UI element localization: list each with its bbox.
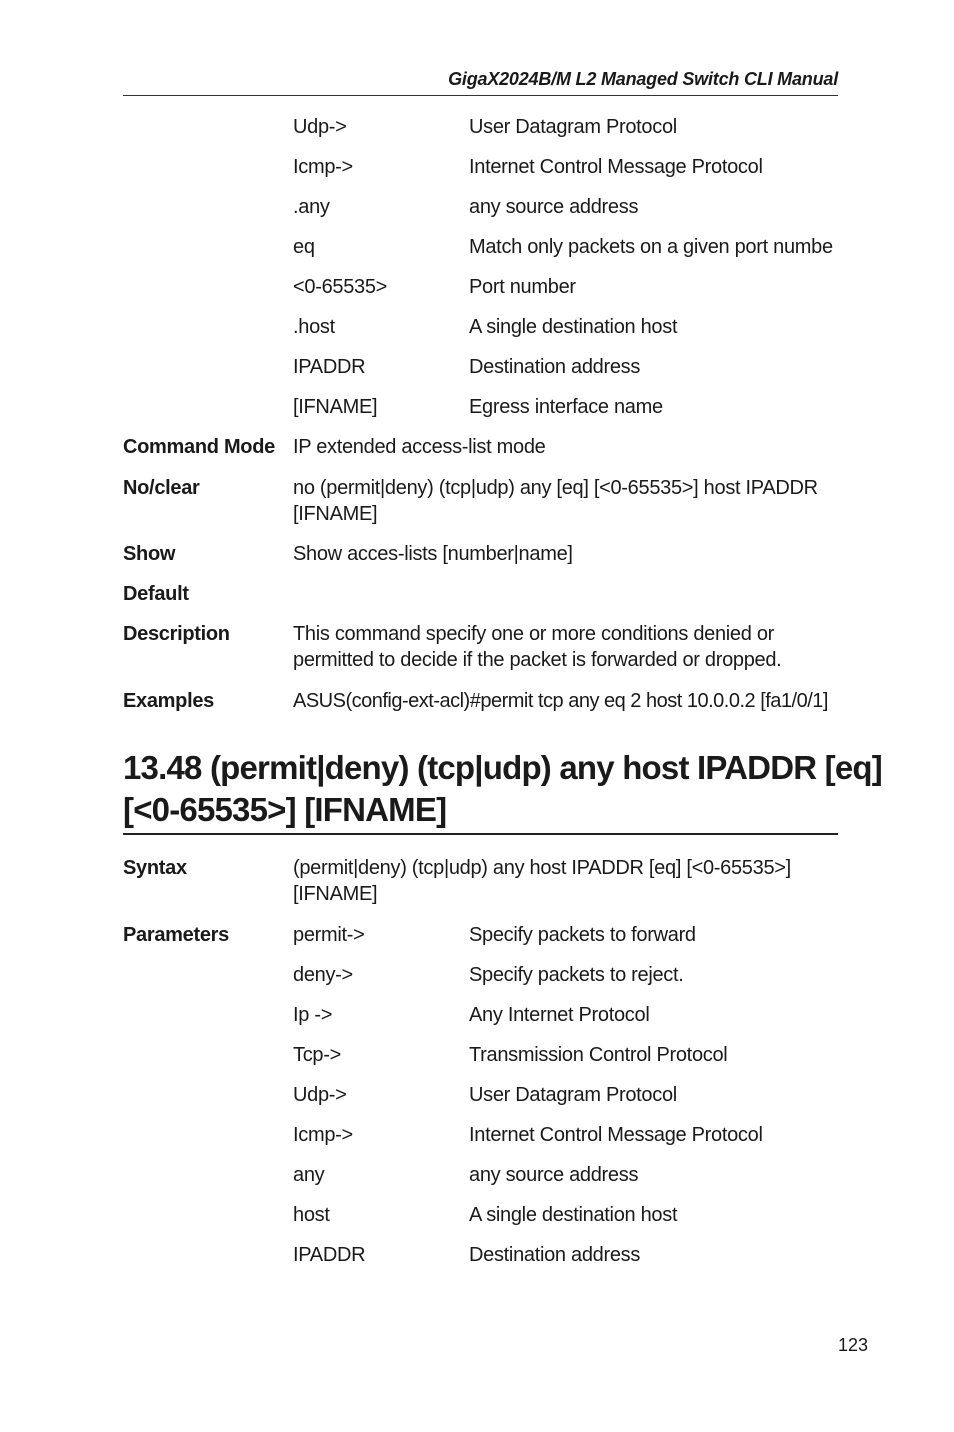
param-name: host — [293, 1204, 330, 1226]
param-desc: A single destination host — [469, 316, 678, 338]
show-label: Show — [123, 543, 176, 565]
param-desc: Destination address — [469, 356, 641, 378]
no-clear-value: no (permit|deny) (tcp|udp) any [eq] [<0-65535>] host IPADDR [IFNAME] — [293, 477, 818, 525]
param-desc: Internet Control Message Protocol — [469, 156, 763, 178]
param-desc: Port number — [469, 276, 576, 298]
param-name: deny-> — [293, 964, 353, 986]
param-desc: User Datagram Protocol — [469, 1084, 677, 1106]
section-title-line-1: 13.48 (permit|deny) (tcp|udp) any host IPADDR [eq] — [123, 749, 882, 786]
param-desc: Specify packets to forward — [469, 924, 696, 946]
param-name: <0-65535> — [293, 276, 388, 298]
param-name: Icmp-> — [293, 156, 353, 178]
param-name: .host — [293, 316, 335, 338]
section-heading — [123, 747, 882, 835]
param-name: eq — [293, 236, 315, 258]
examples-label: Examples — [123, 690, 214, 712]
param-desc: Transmission Control Protocol — [469, 1044, 728, 1066]
page-number: 123 — [838, 1335, 869, 1355]
param-desc: Any Internet Protocol — [469, 1004, 650, 1026]
param-desc: Specify packets to reject. — [469, 964, 684, 986]
command-mode-label: Command Mode — [123, 436, 275, 458]
no-clear-label: No/clear — [123, 477, 200, 499]
param-desc: any source address — [469, 196, 639, 218]
param-desc: Destination address — [469, 1244, 641, 1266]
description-value: This command specify one or more conditions denied or permitted to decide if the packet is forwarded or dropped. — [293, 623, 782, 671]
manual-title: GigaX2024B/M L2 Managed Switch CLI Manual — [448, 69, 838, 89]
param-desc: Internet Control Message Protocol — [469, 1124, 763, 1146]
show-value: Show acces-lists [number|name] — [293, 543, 573, 565]
param-desc: Egress interface name — [469, 396, 663, 418]
param-name: any — [293, 1164, 325, 1186]
parameters-label: Parameters — [123, 924, 229, 946]
param-desc: A single destination host — [469, 1204, 678, 1226]
param-name: permit-> — [293, 924, 365, 946]
section-title-line-2: [<0-65535>] [IFNAME] — [123, 791, 447, 828]
param-desc: User Datagram Protocol — [469, 116, 677, 138]
param-desc: any source address — [469, 1164, 639, 1186]
description-label: Description — [123, 623, 230, 645]
param-name: .any — [293, 196, 330, 218]
param-name: [IFNAME] — [293, 396, 378, 418]
command-mode-value: IP extended access-list mode — [293, 436, 546, 458]
syntax-value: (permit|deny) (tcp|udp) any host IPADDR [eq] [<0-65535>] [IFNAME] — [293, 857, 791, 905]
default-label: Default — [123, 583, 189, 605]
param-name: Icmp-> — [293, 1124, 353, 1146]
param-name: Udp-> — [293, 116, 347, 138]
param-name: Udp-> — [293, 1084, 347, 1106]
param-name: IPADDR — [293, 356, 366, 378]
param-name: Ip -> — [293, 1004, 333, 1026]
param-name: IPADDR — [293, 1244, 366, 1266]
syntax-label: Syntax — [123, 857, 187, 879]
examples-value: ASUS(config-ext-acl)#permit tcp any eq 2 host 10.0.0.2 [fa1/0/1] — [293, 690, 828, 712]
param-name: Tcp-> — [293, 1044, 341, 1066]
param-desc: Match only packets on a given port numbe — [469, 236, 833, 258]
page-header — [123, 67, 838, 96]
